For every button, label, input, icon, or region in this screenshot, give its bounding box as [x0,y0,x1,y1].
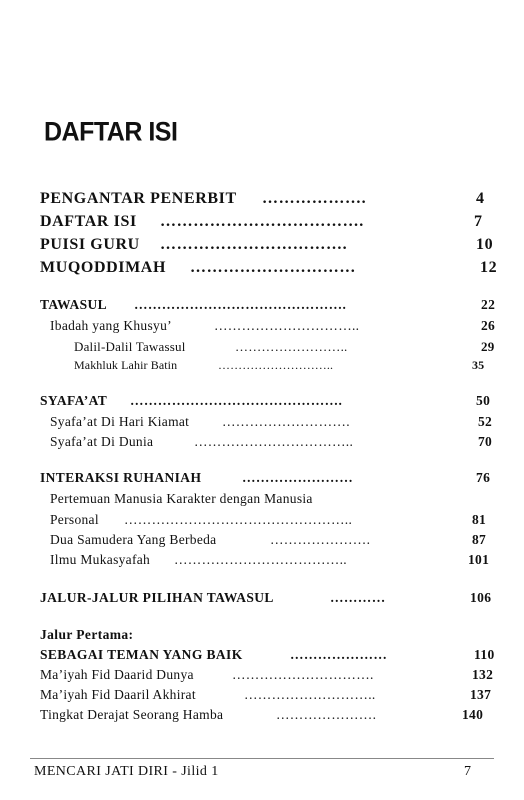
entry-title: TAWASUL [40,297,108,312]
leader-dots: ………………………………. [160,213,364,230]
toc-entry[interactable] [0,358,524,378]
toc-entry[interactable] [0,512,524,532]
page-number: 12 [480,259,498,276]
leader-dots: ……………………………….. [174,552,347,567]
footer-divider [30,758,494,759]
entry-title: SYAFA’AT [40,393,108,408]
page-number: 81 [472,512,487,527]
leader-dots: …………………………….. [194,434,354,449]
leader-dots: ……………………….. [218,358,334,372]
entry-title: Tingkat Derajat Seorang Hamba [40,707,224,722]
page-number: 29 [481,339,495,354]
page-number: 132 [472,667,494,682]
footer-book-title: MENCARI JATI DIRI - Jilid 1 [34,764,219,779]
toc-entry[interactable] [0,552,524,572]
entry-title: Dalil-Dalil Tawassul [74,339,186,354]
leader-dots: ………………………………………. [134,297,347,312]
page-number: 4 [476,190,485,207]
toc-entry[interactable] [0,318,524,338]
page-number: 10 [476,236,494,253]
entry-title: INTERAKSI RUHANIAH [40,470,202,485]
leader-dots: ………………………….. [214,318,360,333]
page-number: 137 [470,687,492,702]
entry-title: Personal [50,512,99,527]
page-number: 70 [478,434,493,449]
leader-dots: ……………………….. [244,687,376,702]
toc-entry[interactable] [0,627,524,647]
leader-dots: ………………………. [222,414,350,429]
page-number: 101 [468,552,490,567]
page-number: 52 [478,414,493,429]
page-number: 76 [476,470,491,485]
leader-dots: …………………. [270,532,371,547]
entry-title: Dua Samudera Yang Berbeda [50,532,217,547]
toc-entry[interactable] [0,190,524,210]
page-number: 50 [476,393,491,408]
toc-entry[interactable] [0,236,524,256]
entry-title: Ma’iyah Fid Daarid Dunya [40,667,194,682]
page-number: 22 [481,297,496,312]
toc-entry[interactable] [0,414,524,434]
toc-entry[interactable] [0,532,524,552]
page-number: 7 [474,213,483,230]
page-title: DAFTAR ISI [44,116,178,148]
leader-dots: ………………………………………. [130,393,343,408]
page-number: 87 [472,532,487,547]
entry-title: Ilmu Mukasyafah [50,552,151,567]
leader-dots: ……………………………. [160,236,348,253]
leader-dots: …………………….. [235,339,348,354]
toc-entry[interactable] [0,339,524,359]
entry-title: Ma’iyah Fid Daaril Akhirat [40,687,196,702]
entry-title: DAFTAR ISI [40,213,137,230]
page-number: 26 [481,318,496,333]
entry-title: JALUR-JALUR PILIHAN TAWASUL [40,590,274,605]
entry-title: Pertemuan Manusia Karakter dengan Manusia [50,491,313,506]
toc-entry[interactable] [0,707,524,727]
leader-dots: ………………. [262,190,367,207]
toc-entry[interactable] [0,647,524,667]
toc-entry[interactable] [0,213,524,233]
toc-entry[interactable] [0,590,524,610]
page-number: 140 [462,707,484,722]
leader-dots: ………… [330,590,386,605]
leader-dots: …………………… [242,470,354,485]
leader-dots: ………………… [290,647,388,662]
toc-entry[interactable] [0,297,524,317]
footer-page-number: 7 [464,764,472,779]
toc-entry[interactable] [0,687,524,707]
leader-dots: ………………………… [190,259,356,276]
entry-title: Syafa’at Di Dunia [50,434,154,449]
toc-entry[interactable] [0,491,524,511]
entry-title: PUISI GURU [40,236,140,253]
toc-entry[interactable] [0,393,524,413]
page-number: 110 [474,647,495,662]
entry-title: Makhluk Lahir Batin [74,358,178,372]
page-number: 106 [470,590,492,605]
entry-title: Syafa’at Di Hari Kiamat [50,414,190,429]
toc-entry[interactable] [0,667,524,687]
entry-title: Ibadah yang Khusyu’ [50,318,172,333]
page-number: 35 [472,358,485,372]
toc-entry[interactable] [0,470,524,490]
toc-entry[interactable] [0,434,524,454]
entry-title: PENGANTAR PENERBIT [40,190,237,207]
entry-title: MUQODDIMAH [40,259,166,276]
leader-dots: …………………………. [232,667,374,682]
leader-dots: ………………………………………….. [124,512,353,527]
entry-title: Jalur Pertama: [40,627,134,642]
entry-title: SEBAGAI TEMAN YANG BAIK [40,647,243,662]
leader-dots: …………………. [276,707,377,722]
toc-entry[interactable] [0,259,524,279]
